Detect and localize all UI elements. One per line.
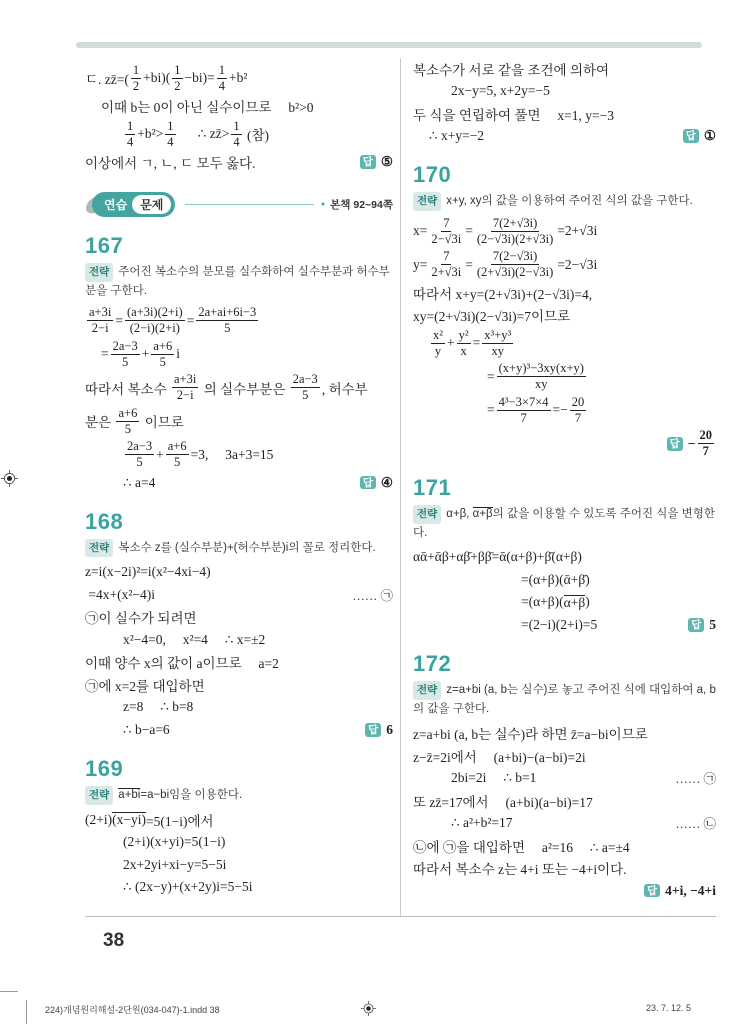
answer-badge: 답: [365, 723, 381, 737]
math-line: [413, 547, 716, 567]
fraction: [131, 63, 141, 94]
math-line: [413, 249, 716, 280]
numerator: 2a−3: [112, 338, 138, 353]
footer-date: 23. 7. 12. 5: [646, 1003, 692, 1013]
math-text: =5(1−i)에서: [145, 813, 214, 829]
fraction: [87, 305, 113, 336]
registration-mark-left: [1, 470, 18, 487]
fraction: [151, 339, 174, 370]
math-text: z=a+bi (a, b는 실수)라 하면 z̄=a−bi이므로: [413, 727, 648, 743]
numerator: 2a+ai+6i−3: [198, 305, 257, 320]
math-line: [413, 592, 716, 612]
denominator: 5: [124, 421, 132, 436]
answer-badge: 답: [360, 155, 376, 169]
math-line: [85, 473, 393, 493]
math-text: 이상에서 ㄱ, ㄴ, ㄷ 모두 옳다.: [85, 156, 256, 171]
math-text: 의 실수부분은: [200, 381, 289, 397]
math-line: [413, 283, 716, 303]
math-text: −: [687, 435, 696, 451]
math-line: [413, 104, 716, 124]
math-text: ∴ b−a=6: [123, 721, 170, 737]
math-text: ①: [703, 128, 716, 143]
strategy-line: [413, 505, 716, 542]
overline-expression: α+β: [472, 508, 493, 521]
math-text: +bi)(: [143, 70, 171, 85]
fraction: [165, 119, 175, 150]
answer: [688, 617, 716, 633]
math-text: ㉠이 실수가 되려면: [85, 611, 197, 627]
fraction: [217, 63, 227, 94]
top-rule: [76, 42, 702, 48]
denominator: 4: [218, 78, 225, 93]
math-line: [413, 216, 716, 247]
math-text: 따라서 복소수 z는 4+i 또는 −4+i이다.: [413, 862, 627, 878]
strategy-line: [413, 681, 716, 718]
math-text: 복소수가 서로 같을 조건에 의하여: [413, 62, 610, 78]
section-label-problems: 문제: [132, 195, 171, 214]
numerator: 7(2+√3i): [492, 215, 538, 230]
numerator: 1: [174, 62, 181, 77]
strategy-badge: 전략: [413, 505, 441, 524]
math-text: ): [585, 594, 590, 610]
math-text: =: [465, 256, 473, 272]
answer-value: [381, 475, 393, 491]
denominator: 2: [132, 78, 140, 93]
math-text: 또 zz̄=17에서 (a+bi)(a−bi)=17: [413, 794, 593, 810]
math-line: [85, 406, 393, 437]
math-text: αᾱ+ᾱβ+αβ̄+ββ̄=ᾱ(α+β)+β̄(α+β): [413, 549, 582, 565]
numerator: (x+y)³−3xy(x+y): [498, 361, 584, 376]
math-line: [85, 119, 393, 150]
numerator: 7(2−√3i): [492, 249, 538, 264]
numerator: 4³−3×7×4: [498, 394, 549, 409]
math-line: [85, 652, 393, 672]
math-text: 주어진 복소수의 분모를 실수화하여 실수부분과 허수부분을 구한다.: [85, 266, 390, 297]
math-text: 이때 b는 0이 아닌 실수이므로 b²>0: [101, 100, 314, 115]
math-text: (참): [243, 128, 270, 143]
answer-badge: 답: [667, 437, 683, 451]
denominator: xy: [535, 377, 548, 392]
denominator: 5: [224, 321, 231, 336]
math-text: x=: [413, 223, 428, 239]
math-line: [413, 305, 716, 325]
math-line: [85, 720, 393, 740]
fraction: [482, 328, 513, 359]
math-text: (2+i)(x+yi)=5(1−i): [123, 834, 226, 850]
math-line: [85, 372, 393, 403]
problem-number: 169: [85, 755, 124, 781]
math-text: ∴ a²+b²=17: [451, 815, 513, 831]
fraction: [166, 439, 189, 470]
reference-mark: [675, 769, 716, 787]
math-text: =(α+β)(: [521, 594, 564, 610]
math-text: 2x+2yi+xi−y=5−5i: [123, 856, 227, 872]
denominator: (2+√3i)(2−√3i): [476, 265, 554, 280]
denominator: 2−i: [176, 388, 194, 403]
fraction: [116, 406, 139, 437]
math-text: , 허수부: [321, 381, 368, 397]
math-text: z=i(x−2i)²=i(x²−4xi−4): [85, 564, 211, 580]
math-line: [413, 723, 716, 743]
math-line: [413, 836, 716, 856]
numerator: a+3i: [89, 305, 112, 320]
math-text: 이때 양수 x의 값이 a이므로 a=2: [85, 656, 279, 672]
fraction: [475, 216, 555, 247]
overline-expression: a+bi: [118, 788, 141, 801]
math-text: =(2−i)(2+i)=5: [521, 616, 598, 632]
denominator: 5: [136, 455, 143, 470]
math-line: [85, 832, 393, 852]
answer: [644, 883, 716, 899]
denominator: 2: [174, 78, 181, 93]
denominator: 4: [127, 134, 134, 149]
section-label-practice: 연습: [104, 198, 128, 212]
fraction: [497, 361, 586, 392]
math-line: [413, 881, 716, 901]
math-line: [413, 813, 716, 833]
denominator: (2−i)(2+i): [129, 321, 180, 336]
math-text: ∴ x+y=−2: [429, 128, 485, 143]
numerator: 20: [571, 394, 585, 409]
math-text: =: [186, 312, 195, 328]
math-line: [413, 746, 716, 766]
crop-mark-horizontal: [0, 991, 18, 992]
math-text: =: [465, 223, 473, 239]
math-line: [85, 855, 393, 875]
math-text: α+β,: [446, 508, 473, 521]
left-column: [85, 60, 393, 912]
math-text: 이므로: [141, 415, 184, 431]
math-text: xy=(2+√3i)(2−√3i)=7이므로: [413, 309, 571, 325]
math-text: =4x+(x²−4)i: [85, 586, 156, 602]
problem-block: [413, 162, 716, 459]
fraction: [125, 439, 154, 470]
fraction: [172, 63, 182, 94]
math-text: 6: [386, 721, 393, 737]
math-line: [85, 152, 393, 172]
crop-mark-vertical: [26, 1000, 27, 1024]
section-rule: [185, 204, 314, 205]
math-text: +: [447, 335, 455, 351]
overline-expression: (x−yi): [112, 811, 146, 827]
math-text: ⑤: [380, 154, 393, 169]
answer-value: [688, 428, 716, 459]
practice-section-header: [85, 192, 393, 217]
math-text: =a−bi임을 이용한다.: [140, 788, 243, 801]
math-text: ㉠에 x=2를 대입하면: [85, 678, 205, 694]
fraction: [125, 305, 185, 336]
math-text: =2+√3i: [557, 223, 598, 239]
math-text: 따라서 복소수: [85, 381, 170, 397]
math-line: [413, 361, 716, 392]
math-text: +: [156, 446, 164, 462]
problem-number: 170: [413, 162, 452, 187]
math-text: i: [176, 346, 180, 362]
answer-value: [709, 617, 716, 633]
right-column: [413, 56, 716, 908]
fraction: [570, 395, 587, 426]
math-line: [85, 630, 393, 650]
answer-badge: 답: [644, 884, 660, 898]
strategy-badge: 전략: [85, 786, 113, 805]
math-line: [413, 328, 716, 359]
denominator: 4: [167, 134, 174, 149]
math-line: [413, 59, 716, 79]
denominator: (2−√3i)(2+√3i): [476, 231, 554, 246]
math-line: [413, 858, 716, 878]
fraction: [475, 249, 555, 280]
numerator: 7: [443, 249, 450, 264]
strategy-badge: 전략: [85, 263, 113, 282]
overline-expression: α+β: [563, 594, 586, 610]
math-text: 복소수 z를 (실수부분)+(허수부분)i의 꼴로 정리한다.: [118, 541, 376, 554]
math-text: +b²>: [137, 126, 164, 141]
problem-number: 172: [413, 650, 452, 676]
fraction: [111, 339, 140, 370]
fraction: [429, 216, 463, 247]
math-text: 두 식을 연립하여 풀면 x=1, y=−3: [413, 107, 614, 123]
numerator: 20: [699, 428, 712, 443]
problem-number: 171: [413, 475, 452, 501]
math-line: [85, 607, 393, 627]
continuation-block: [85, 63, 393, 173]
numerator: 2a−3: [292, 372, 318, 387]
math-line: [85, 585, 393, 605]
math-text: ㉡에 ㉠을 대입하면 a²=16 ∴ a=±4: [413, 839, 630, 855]
answer: [365, 722, 393, 738]
math-line: [85, 562, 393, 582]
numerator: y²: [458, 327, 469, 342]
math-text: …… ㉠: [352, 588, 393, 603]
math-line: [413, 81, 716, 101]
fraction: [698, 428, 715, 459]
footer-filename: 224)개념원리해설-2단원(034-047)-1.indd 38: [45, 1005, 220, 1015]
denominator: xy: [491, 343, 505, 358]
answer: [360, 475, 393, 491]
math-text: 2bi=2i ∴ b=1: [451, 770, 537, 786]
numerator: (a+3i)(2+i): [126, 305, 183, 320]
answer-value: [665, 883, 716, 899]
math-line: [85, 877, 393, 897]
numerator: a+6: [118, 405, 138, 420]
denominator: 5: [302, 388, 309, 403]
strategy-line: [85, 263, 393, 300]
math-line: [413, 791, 716, 811]
math-text: 분은: [85, 415, 115, 431]
fraction: [125, 119, 135, 150]
strategy-badge: 전략: [85, 539, 113, 558]
answer: [360, 154, 393, 170]
denominator: y: [434, 343, 442, 358]
math-text: ㄷ. zz̄=(: [85, 72, 129, 87]
answer-badge: 답: [360, 476, 376, 490]
fraction: [497, 395, 551, 426]
strategy-badge: 전략: [413, 681, 441, 700]
denominator: 5: [159, 354, 166, 369]
column-divider: [400, 58, 401, 916]
denominator: 2−√3i: [431, 231, 462, 246]
math-text: (2+i): [85, 811, 113, 827]
math-text: 의 값을 이용할 수 있도록 주어진 식을 변형한다.: [413, 508, 715, 540]
math-text: y=: [413, 256, 428, 272]
math-line: [413, 126, 716, 146]
numerator: 1: [218, 62, 225, 77]
math-text: =: [101, 346, 109, 362]
continuation-block: [413, 59, 716, 147]
math-text: 2x−y=5, x+2y=−5: [451, 83, 550, 98]
denominator: 4: [233, 134, 240, 149]
math-text: ④: [380, 474, 393, 490]
math-text: =2−√3i: [557, 256, 598, 272]
reference-mark: [675, 814, 716, 832]
answer: [667, 428, 716, 459]
numerator: a+6: [167, 439, 187, 454]
denominator: x: [460, 343, 467, 358]
math-text: 5: [709, 616, 716, 632]
math-text: −bi)=: [184, 70, 215, 85]
numerator: x³+y³: [484, 327, 512, 342]
math-text: +: [141, 346, 150, 362]
problem-block: [85, 756, 393, 897]
math-text: x+y, xy의 값을 이용하여 주어진 식의 값을 구한다.: [446, 195, 693, 207]
math-text: =: [487, 402, 495, 418]
math-line: [85, 339, 393, 370]
problem-block: [413, 651, 716, 901]
strategy-line: [85, 539, 393, 558]
fraction: [231, 119, 241, 150]
math-text: 따라서 x+y=(2+√3i)+(2−√3i)=4,: [413, 286, 593, 302]
strategy-line: [413, 192, 716, 211]
math-line: [413, 570, 716, 590]
math-text: ∴ zz̄>: [177, 126, 230, 141]
strategy-badge: 전략: [413, 192, 441, 211]
registration-mark-center: [361, 1001, 376, 1016]
fraction: [457, 328, 471, 359]
fraction: [431, 328, 445, 359]
math-text: x²−4=0, x²=4 ∴ x=±2: [123, 631, 266, 647]
numerator: 1: [127, 118, 134, 133]
math-line: [85, 810, 393, 830]
reference-mark: [352, 586, 393, 604]
denominator: 7: [520, 410, 527, 425]
math-text: 4+i, −4+i: [665, 882, 716, 898]
math-text: z−z̄=2i에서 (a+bi)−(a−bi)=2i: [413, 749, 586, 765]
math-text: ∴ (2x−y)+(x+2y)i=5−5i: [123, 879, 253, 895]
denominator: 7: [574, 410, 582, 425]
answer-badge: 답: [683, 129, 699, 143]
source-page-reference: 본책 92~94쪽: [330, 199, 393, 211]
strategy-line: [85, 786, 393, 805]
denominator: 7: [702, 444, 709, 459]
math-line: [85, 63, 393, 94]
math-text: +b²: [228, 70, 248, 85]
numerator: 1: [132, 62, 140, 77]
math-text: ∴ a=4: [123, 474, 156, 490]
math-text: =3, 3a+3=15: [190, 446, 274, 462]
math-line: [413, 428, 716, 459]
denominator: 5: [122, 354, 129, 369]
problem-block: [85, 233, 393, 493]
problem-number: 168: [85, 508, 124, 534]
fraction: [291, 372, 320, 403]
answer-value: [704, 128, 716, 144]
section-pill: [92, 192, 175, 217]
math-text: =(α+β)(ᾱ+β̄): [521, 571, 590, 587]
problem-block: [413, 475, 716, 635]
answer: [683, 128, 716, 144]
fraction: [196, 305, 258, 336]
answer-value: [381, 154, 393, 170]
math-line: [85, 96, 393, 116]
problem-block: [85, 509, 393, 740]
math-line: [85, 675, 393, 695]
math-line: [85, 439, 393, 470]
fraction: [429, 249, 463, 280]
math-text: =: [115, 312, 123, 328]
denominator: 2+√3i: [431, 265, 462, 280]
denominator: 2−i: [91, 321, 109, 336]
math-text: z=8 ∴ b=8: [123, 699, 194, 715]
numerator: 2a−3: [127, 439, 153, 454]
fraction: [172, 372, 198, 403]
numerator: a+3i: [174, 372, 197, 387]
math-text: …… ㉡: [675, 817, 716, 832]
math-line: [85, 305, 393, 336]
math-line: [413, 395, 716, 426]
math-text: =−: [552, 402, 568, 418]
bullet-icon: ●: [320, 201, 326, 208]
numerator: 1: [167, 118, 174, 133]
math-line: [413, 615, 716, 635]
answer-value: [386, 722, 393, 738]
denominator: 5: [174, 455, 181, 470]
answer-badge: 답: [688, 618, 704, 632]
math-text: …… ㉠: [675, 772, 716, 787]
numerator: x²: [433, 327, 443, 342]
numerator: 1: [233, 118, 240, 133]
math-text: z=a+bi (a, b는 실수)로 놓고 주어진 식에 대입하여 a, b의 값을 구한다.: [413, 683, 716, 715]
math-line: [413, 768, 716, 788]
math-text: =: [487, 368, 495, 384]
numerator: 7: [443, 215, 450, 230]
numerator: a+6: [153, 338, 173, 353]
math-line: [85, 697, 393, 717]
page-number: 38: [103, 930, 125, 951]
math-text: =: [472, 335, 481, 351]
problem-number: 167: [85, 233, 124, 258]
bottom-rule: [85, 916, 716, 917]
